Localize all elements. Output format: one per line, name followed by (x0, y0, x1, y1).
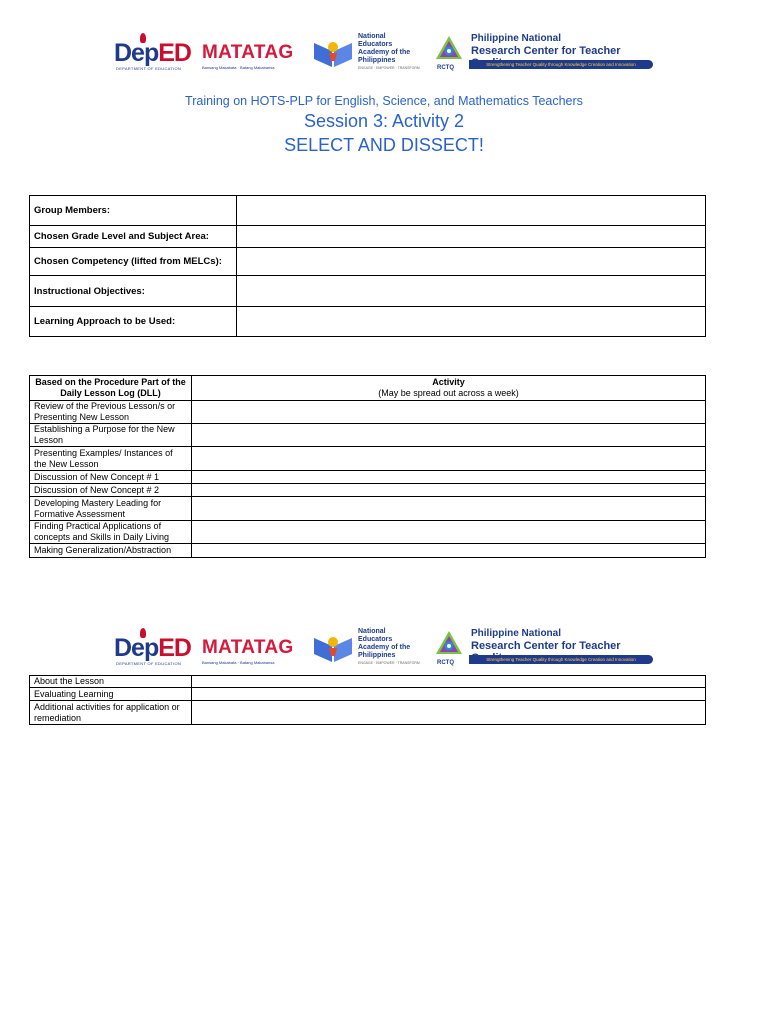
procedure-step: Review of the Previous Lesson/s or Presenting New Lesson (30, 401, 192, 424)
activity-cell[interactable] (192, 676, 706, 688)
procedure-step: Establishing a Purpose for the New Lesson (30, 424, 192, 447)
neap-logo-sub: ENGAGE · EMPOWER · TRANSFORM (358, 66, 420, 70)
competency-field[interactable] (237, 248, 706, 276)
activity-cell[interactable] (192, 401, 706, 424)
table-row (30, 484, 706, 497)
activity-cell[interactable] (192, 424, 706, 447)
procedure-table-continued (29, 675, 706, 725)
procedure-step: Making Generalization/Abstraction (30, 544, 192, 558)
table-row (30, 676, 706, 688)
procedure-step: Discussion of New Concept # 2 (30, 484, 192, 497)
deped-logo-text-ed: ED (158, 39, 191, 67)
deped-logo-text: Dep (114, 634, 159, 662)
table-row (30, 688, 706, 701)
rctq-title-line-2: Research Center for Teacher (471, 45, 621, 57)
matatag-logo (200, 31, 295, 75)
rctq-title-line-1: Philippine National (471, 628, 562, 639)
table-row (30, 276, 706, 307)
procedure-step: About the Lesson (30, 676, 192, 688)
row-label: Group Members: (30, 196, 237, 226)
table-row (30, 401, 706, 424)
page-header (0, 93, 768, 157)
neap-logo (310, 626, 420, 670)
activity-header-sub: (May be spread out across a week) (378, 388, 519, 398)
neap-logo-sub: ENGAGE · EMPOWER · TRANSFORM (358, 661, 420, 665)
procedure-column-header: Based on the Procedure Part of the Daily Lesson Log (DLL) (30, 376, 192, 401)
procedure-step: Developing Mastery Leading for Formative Assessment (30, 497, 192, 521)
rctq-logo (433, 31, 655, 75)
rctq-title-line-1: Philippine National (471, 33, 562, 44)
procedure-step: Finding Practical Applications of concepts and Skills in Daily Living (30, 521, 192, 544)
row-label: Learning Approach to be Used: (30, 307, 237, 337)
activity-cell[interactable] (192, 471, 706, 484)
deped-logo-text: Dep (114, 39, 159, 67)
activity-cell[interactable] (192, 688, 706, 701)
table-row (30, 307, 706, 337)
row-label: Instructional Objectives: (30, 276, 237, 307)
neap-logo-text: National Educators Academy of the Philippines (358, 33, 411, 64)
neap-logo-text: National Educators Academy of the Philippines (358, 628, 411, 659)
grade-level-field[interactable] (237, 226, 706, 248)
objectives-field[interactable] (237, 276, 706, 307)
group-members-field[interactable] (237, 196, 706, 226)
activity-cell[interactable] (192, 544, 706, 558)
table-row (30, 248, 706, 276)
rctq-emblem-icon (435, 630, 463, 658)
deped-logo-sub: DEPARTMENT OF EDUCATION (116, 661, 182, 666)
activity-cell[interactable] (192, 484, 706, 497)
table-row (30, 544, 706, 558)
row-label: Chosen Grade Level and Subject Area: (30, 226, 237, 248)
deped-logo (110, 626, 190, 670)
activity-cell[interactable] (192, 447, 706, 471)
table-row (30, 497, 706, 521)
rctq-emblem-icon (435, 35, 463, 63)
matatag-logo-text: MATATAG (202, 637, 294, 658)
learning-approach-field[interactable] (237, 307, 706, 337)
matatag-logo-sub: Bansang Makabata · Batang Makabansa (202, 65, 275, 70)
rctq-band: Strengthening Teacher Quality through Knowledge Creation and Innovation (469, 60, 653, 69)
procedure-step: Discussion of New Concept # 1 (30, 471, 192, 484)
rctq-band: Strengthening Teacher Quality through Knowledge Creation and Innovation (469, 655, 653, 664)
table-header-row (30, 376, 706, 401)
table-row (30, 424, 706, 447)
table-row (30, 226, 706, 248)
procedure-step: Presenting Examples/ Instances of the New Lesson (30, 447, 192, 471)
rctq-logo (433, 626, 655, 670)
procedure-table (29, 375, 706, 558)
training-title: Training on HOTS-PLP for English, Science, and Mathematics Teachers (185, 94, 583, 108)
table-row (30, 471, 706, 484)
activity-cell[interactable] (192, 701, 706, 725)
activity-cell[interactable] (192, 497, 706, 521)
matatag-logo (200, 626, 295, 670)
neap-emblem-icon (312, 634, 354, 664)
matatag-logo-text: MATATAG (202, 42, 294, 63)
rctq-tag: RCTQ (437, 65, 454, 71)
matatag-logo-sub: Bansang Makabata · Batang Makabansa (202, 660, 275, 665)
group-info-table (29, 195, 706, 337)
deped-logo-text-ed: ED (158, 634, 191, 662)
activity-title: SELECT AND DISSECT! (284, 135, 484, 155)
activity-header-label: Activity (432, 377, 465, 387)
neap-emblem-icon (312, 39, 354, 69)
rctq-title-line-2: Research Center for Teacher (471, 640, 621, 652)
deped-logo (110, 31, 190, 75)
activity-column-header (192, 376, 706, 401)
activity-cell[interactable] (192, 521, 706, 544)
logo-bar (110, 31, 655, 75)
neap-logo (310, 31, 420, 75)
table-row (30, 521, 706, 544)
row-label: Chosen Competency (lifted from MELCs): (30, 248, 237, 276)
deped-logo-sub: DEPARTMENT OF EDUCATION (116, 66, 182, 71)
logo-bar-repeat (110, 626, 655, 670)
table-row (30, 447, 706, 471)
table-row (30, 701, 706, 725)
procedure-step: Additional activities for application or remediation (30, 701, 192, 725)
rctq-tag: RCTQ (437, 660, 454, 666)
procedure-step: Evaluating Learning (30, 688, 192, 701)
session-title: Session 3: Activity 2 (303, 111, 465, 131)
table-row (30, 196, 706, 226)
